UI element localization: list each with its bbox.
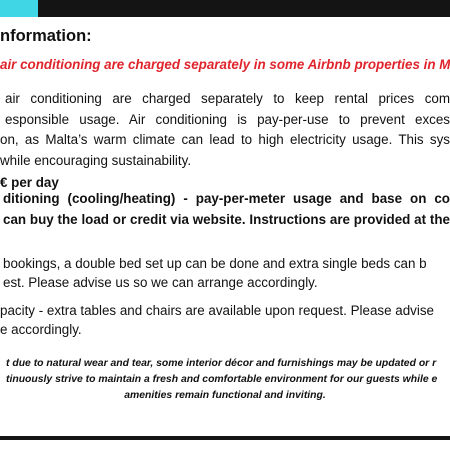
note-line: t due to natural wear and tear, some interior décor and furnishings may be updated or r: [6, 358, 437, 369]
note-line: amenities remain functional and inviting.: [124, 390, 326, 401]
ac-price: € per day: [0, 175, 59, 190]
paragraph-line: air conditioning are charged separately to keep rental prices com: [5, 91, 450, 106]
paragraph-line: esponsible usage. Air conditioning is pay-per-use to prevent exces: [5, 111, 450, 127]
top-accent-block: [0, 0, 38, 17]
bottom-divider: [0, 436, 450, 440]
note-line: tinuously strive to maintain a fresh and comfortable environment for our guests while e: [6, 374, 438, 385]
paragraph-line: on, as Malta’s warm climate can lead to high electricity usage. This sys: [0, 132, 450, 147]
paragraph-line: while encouraging sustainability.: [0, 152, 192, 168]
beds-line-1: bookings, a double bed set up can be done and extra single beds can b: [3, 256, 427, 271]
section-heading: nformation:: [0, 27, 92, 45]
section-subheading: air conditioning are charged separately in some Airbnb properties in M: [0, 57, 450, 72]
wear-and-tear-note: [0, 356, 450, 404]
ac-line: can buy the load or credit via website. Instructions are provided at the: [3, 211, 450, 227]
beds-line-2: est. Please advise us so we can arrange accordingly.: [3, 275, 318, 290]
ac-line: ditioning (cooling/heating) - pay-per-meter usage and base on co: [3, 191, 450, 206]
top-dark-block: [38, 0, 450, 17]
capacity-line-2: e accordingly.: [0, 322, 82, 337]
capacity-line-1: pacity - extra tables and chairs are available upon request. Please advise: [0, 303, 434, 318]
ac-details: [0, 189, 450, 230]
top-decor-bar: [0, 0, 450, 17]
explanation-paragraph: [0, 89, 450, 171]
